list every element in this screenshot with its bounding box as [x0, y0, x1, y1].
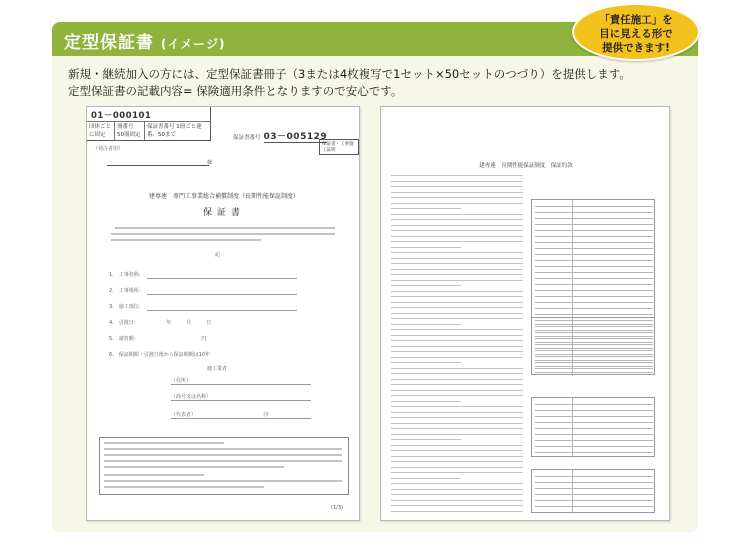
paragraph-line — [111, 239, 261, 241]
table-row-line — [535, 230, 653, 231]
terms-line — [391, 489, 523, 490]
table-row-line — [535, 354, 653, 355]
terms-line — [391, 346, 523, 347]
notes-line — [104, 442, 224, 444]
badge-line-2: 目に見える形で — [599, 28, 673, 40]
terms-line — [391, 472, 523, 473]
terms-line — [391, 461, 523, 462]
table-row-line — [535, 404, 653, 405]
terms-line — [391, 291, 523, 292]
terms-line — [391, 241, 523, 242]
terms-line — [391, 467, 523, 468]
terms-line — [391, 406, 523, 407]
serial-number-box — [87, 107, 211, 141]
terms-line — [391, 313, 523, 314]
terms-title: 建専連 長期性能保証制度 保証約款 — [479, 163, 573, 169]
terms-line — [391, 318, 523, 319]
terms-line — [391, 197, 523, 198]
serial-legend-group: 団体ごと に固定 — [87, 122, 115, 140]
field-label: 施工業者 — [207, 366, 228, 372]
terms-line — [391, 511, 523, 512]
center-mark: 記 — [215, 252, 221, 258]
intro-text — [68, 66, 688, 100]
table-row-line — [535, 500, 653, 501]
table-row-line — [535, 446, 653, 447]
terms-line — [391, 483, 523, 484]
table-row-line — [535, 324, 653, 325]
stamp-box: 保証書・工事施工証明 — [319, 139, 359, 155]
terms-table-3 — [531, 397, 655, 457]
terms-line — [391, 373, 523, 374]
terms-line — [391, 214, 523, 215]
table-row-line — [535, 416, 653, 417]
terms-line — [391, 401, 461, 402]
table-row-line — [535, 218, 653, 219]
small-tag: （発注者用） — [93, 146, 124, 152]
terms-line — [391, 192, 523, 193]
table-row-line — [535, 428, 653, 429]
terms-line — [391, 417, 523, 418]
field-line — [171, 400, 311, 401]
terms-line — [391, 252, 523, 253]
table-row-line — [535, 330, 653, 331]
table-row-line — [535, 476, 653, 477]
table-row-line — [535, 342, 653, 343]
serial-legend-booklet: 冊番号 50冊固定 — [115, 122, 145, 140]
notes-box — [99, 437, 349, 495]
table-row-line — [535, 410, 653, 411]
page-title — [64, 28, 226, 53]
intro-line-2: 定型保証書の記載内容= 保険適用条件となりますので安心です。 — [68, 84, 403, 98]
table-row-line — [535, 284, 653, 285]
field-line — [147, 294, 297, 295]
paragraph-line — [115, 227, 335, 229]
terms-line — [391, 230, 523, 231]
field-label: 1. 工事名称： — [109, 272, 144, 278]
table-row-line — [535, 224, 653, 225]
terms-line — [391, 280, 523, 281]
terms-line — [391, 368, 523, 369]
notes-line — [104, 460, 342, 462]
table-row-line — [535, 360, 653, 361]
title-subtitle: (イメージ) — [160, 37, 226, 51]
intro-line-1: 新規・継続加入の方には、定型保証書冊子（3または4枚複写で1セット×50セットのつづり）を提供します。 — [68, 67, 631, 81]
table-row-line — [535, 308, 653, 309]
terms-line — [391, 478, 461, 479]
terms-line — [391, 269, 523, 270]
notes-line — [104, 454, 342, 456]
terms-line — [391, 494, 523, 495]
field-line — [147, 278, 297, 279]
table-row-line — [535, 278, 653, 279]
table-row-line — [535, 272, 653, 273]
terms-line — [391, 329, 523, 330]
terms-line — [391, 362, 461, 363]
field-line — [171, 384, 311, 385]
terms-line — [391, 219, 523, 220]
terms-table-4 — [531, 469, 655, 513]
terms-line — [391, 175, 523, 176]
terms-line — [391, 181, 523, 182]
badge-line-1: 「責任施工」を — [599, 14, 673, 26]
badge-line-3: 提供できます! — [602, 42, 670, 54]
terms-line — [391, 307, 523, 308]
notes-line — [104, 474, 204, 476]
serial-number: 01－000101 — [91, 111, 152, 121]
table-row-line — [535, 260, 653, 261]
serial-legend — [87, 121, 211, 140]
table-row-line — [535, 254, 653, 255]
terms-line — [391, 324, 461, 325]
terms-line — [391, 208, 461, 209]
notes-line — [104, 448, 342, 450]
table-row-line — [535, 440, 653, 441]
terms-line — [391, 379, 523, 380]
addressee-line — [107, 165, 209, 166]
terms-line — [391, 357, 523, 358]
terms-line — [391, 439, 461, 440]
table-row-line — [535, 248, 653, 249]
field-label: 3. 施工部位： — [109, 304, 144, 310]
table-row-line — [535, 372, 653, 373]
terms-line — [391, 384, 523, 385]
table-row-line — [535, 482, 653, 483]
table-row-line — [535, 366, 653, 367]
table-column-line — [572, 470, 573, 514]
highlight-badge — [572, 3, 700, 61]
notes-line — [104, 486, 264, 488]
certificate-subheading: 建専連 専門工事業総合補償制度（長期性能保証制度） — [148, 193, 299, 200]
table-row-line — [535, 212, 653, 213]
table-row-line — [535, 452, 653, 453]
table-column-line — [572, 398, 573, 458]
table-row-line — [535, 506, 653, 507]
table-row-line — [535, 236, 653, 237]
terms-line — [391, 225, 523, 226]
terms-line — [391, 351, 523, 352]
field-line — [147, 310, 297, 311]
field-line — [171, 418, 311, 419]
terms-line — [391, 296, 523, 297]
field-label: （商号又は名称） — [171, 394, 212, 400]
terms-line — [391, 274, 523, 275]
terms-line — [391, 203, 523, 204]
table-row-line — [535, 336, 653, 337]
certificate-number — [233, 129, 327, 142]
terms-line — [391, 390, 523, 391]
terms-line — [391, 395, 523, 396]
terms-line — [391, 285, 461, 286]
paragraph-line — [111, 233, 335, 235]
table-column-line — [572, 318, 573, 376]
field-label: （代表者） ㊞ — [171, 412, 269, 418]
page-mark: (1/3) — [331, 505, 343, 511]
notes-line — [104, 480, 342, 482]
field-label: 4. 引渡日： 年 月 日 — [109, 320, 212, 326]
terms-line — [391, 236, 523, 237]
serial-legend-certificate: 保証書番号 1冊ごと連番、50まで — [147, 124, 202, 138]
terms-line — [391, 247, 461, 248]
table-row-line — [535, 302, 653, 303]
terms-line — [391, 428, 523, 429]
terms-line — [391, 340, 523, 341]
terms-table-2 — [531, 317, 655, 375]
certificate-number-value: 03－005129 — [263, 132, 328, 142]
field-label: 2. 工事場所： — [109, 288, 144, 294]
terms-line — [391, 500, 523, 501]
table-row-line — [535, 494, 653, 495]
table-row-line — [535, 296, 653, 297]
table-row-line — [535, 348, 653, 349]
table-row-line — [535, 314, 653, 315]
table-row-line — [535, 434, 653, 435]
terms-line — [391, 450, 523, 451]
table-row-line — [535, 290, 653, 291]
table-row-line — [535, 488, 653, 489]
addressee-suffix: 様 — [207, 160, 213, 166]
terms-line — [391, 263, 523, 264]
terms-line — [391, 456, 523, 457]
guarantee-certificate-image — [86, 106, 360, 521]
terms-line — [391, 445, 523, 446]
title-text: 定型保証書 — [64, 33, 154, 53]
terms-line — [391, 434, 523, 435]
terms-line — [391, 302, 523, 303]
certificate-number-label: 保証書番号 — [233, 135, 261, 141]
field-label: （住所） — [171, 378, 192, 384]
field-label: 6. 保証期間・引渡日後から保証期間は10年 — [109, 352, 211, 358]
table-row-line — [535, 266, 653, 267]
terms-line — [391, 258, 523, 259]
field-label: 5. 請負額： 円 — [109, 336, 207, 342]
terms-line — [391, 423, 523, 424]
terms-line — [391, 186, 523, 187]
insurance-terms-image — [380, 106, 670, 521]
terms-line — [391, 335, 523, 336]
table-row-line — [535, 242, 653, 243]
terms-line — [391, 505, 523, 506]
table-row-line — [535, 206, 653, 207]
certificate-heading: 保証書 — [202, 208, 245, 218]
notes-line — [104, 466, 284, 468]
terms-line — [391, 412, 523, 413]
table-row-line — [535, 422, 653, 423]
